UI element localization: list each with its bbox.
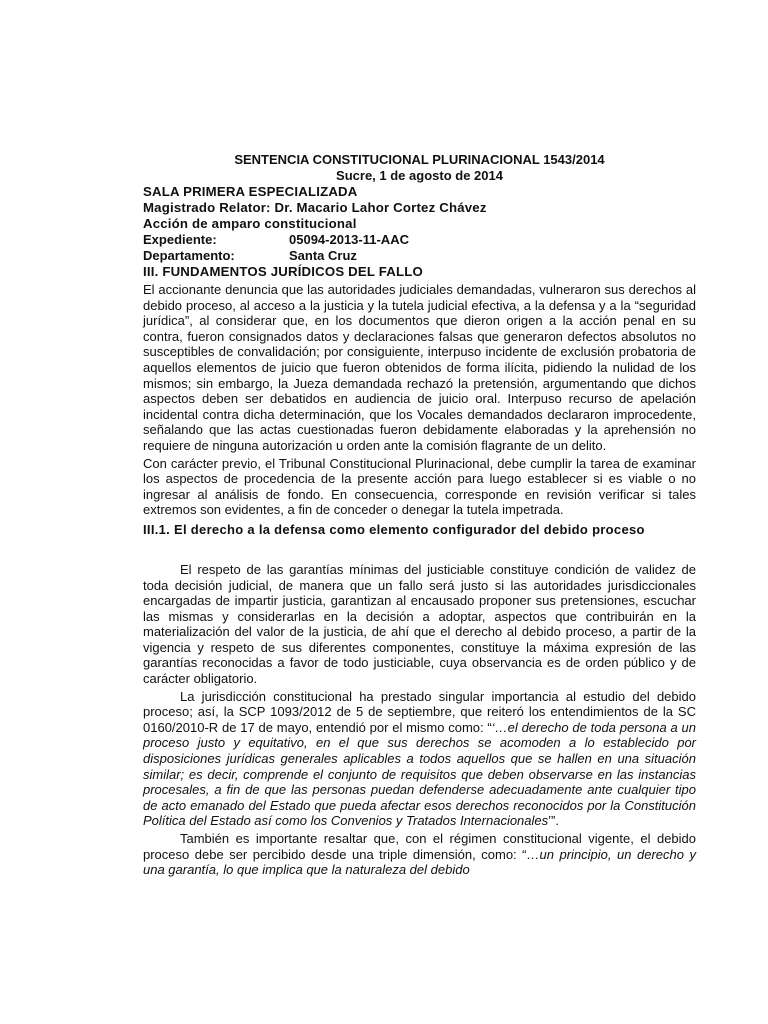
document-date: Sucre, 1 de agosto de 2014 (336, 168, 503, 183)
document-body (143, 152, 696, 878)
paragraph-5 (143, 831, 696, 878)
paragraph-4-start: La jurisdicción constitucional ha prestado singular importancia al estudio del debido proceso; así, la SCP 1093/2012 de 5 de septiembre, que reiteró los entendimientos de la SC 0160/2010-R de 17 de mayo, entendió por el mismo como: “ (143, 688, 696, 735)
magistrado-line: Magistrado Relator: Dr. Macario Lahor Cortez Chávez (143, 200, 487, 215)
departamento-label: Departamento: (143, 248, 235, 263)
paragraph-3: El respeto de las garantías mínimas del justiciable constituye condición de validez de toda decisión judicial, de manera que un fallo será justo si las autoridades jurisdiccionales encargadas de impartir justicia, garantizan al encausado proponer sus pretensiones, escuchar las mismas y considerarlas en la decisión a adoptar, aspectos que contribuirán en la materialización del valor de la justicia, de ahí que el derecho al debido proceso, a partir de la vigencia y respeto de sus diferentes componentes, constituye la máxima expresión de las garantías reconocidas a favor de todo justiciable, cuya observancia es de orden público y de carácter obligatorio. (143, 561, 696, 687)
expediente-value: 05094-2013-11-AAC (289, 232, 409, 247)
spacer (143, 538, 696, 560)
paragraph-1: El accionante denuncia que las autoridades judiciales demandadas, vulneraron sus derechos al debido proceso, al acceso a la justicia y la tutela judicial efectiva, a la defensa y a la “seguridad jurídica”, al considerar que, en los documentos que dieron origen a la acción penal en su contra, fueron consignados datos y declaraciones falsas que generaron defectos absolutos no susceptibles de convalidación; por consiguiente, interpuso incidente de exclusión probatoria de aquellos elementos de juicio que fueron obtenidos de forma ilícita, pidiendo la nulidad de los mismos; sin embargo, la Jueza demandada rechazó la pretensión, argumentando que dichos aspectos deben ser debatidos en audiencia de juicio oral. Interpuso recurso de apelación incidental contra dicha determinación, que los Vocales demandados declararon improcedente, señalando que las actas cuestionadas fueron debidamente elaboradas y la aprehensión no requiere de ninguna autorización u orden ante la comisión flagrante de un delito. (143, 282, 696, 453)
paragraph-5-quote: …un principio, un derecho y una garantía, lo que implica que la naturaleza del debido (143, 846, 697, 878)
expediente-row (143, 232, 696, 248)
paragraph-4-quote: ‘…el derecho de toda persona a un proceso justo y equitativo, en el que sus derechos se acomoden a lo establecido por disposiciones jurídicas generales aplicables a todos aquellos que se hallen en una situación similar; es decir, comprende el conjunto de requisitos que deben observarse en las instancias procesales, a fin de que las personas puedan defenderse adecuadamente ante cualquier tipo de acto emanado del Estado que pueda afectar esos derechos reconocidos por la Constitución Política del Estado así como los Convenios y Tratados Internacionales (143, 719, 696, 829)
sala-heading: SALA PRIMERA ESPECIALIZADA (143, 184, 358, 199)
paragraph-4-end: ’”. (548, 813, 559, 829)
departamento-value: Santa Cruz (289, 248, 357, 263)
paragraph-2: Con carácter previo, el Tribunal Constitucional Plurinacional, debe cumplir la tarea de examinar los aspectos de procedencia de la presente acción para luego establecer si es viable o no ingresar al análisis de fondo. En consecuencia, corresponde en revisión verificar si tales extremos son evidentes, a fin de conceder o denegar la tutela impetrada. (143, 455, 696, 518)
document-title: SENTENCIA CONSTITUCIONAL PLURINACIONAL 1543/2014 (234, 152, 605, 167)
paragraph-5-start: También es importante resaltar que, con el régimen constitucional vigente, el debido proceso debe ser percibido desde una triple dimensión, como: “ (143, 831, 696, 862)
accion-line: Acción de amparo constitucional (143, 216, 357, 231)
expediente-label: Expediente: (143, 232, 217, 247)
paragraph-4 (143, 689, 696, 829)
section-heading: III. FUNDAMENTOS JURÍDICOS DEL FALLO (143, 264, 424, 279)
subsection-heading: III.1. El derecho a la defensa como elemento configurador del debido proceso (143, 521, 645, 537)
departamento-row (143, 248, 696, 264)
